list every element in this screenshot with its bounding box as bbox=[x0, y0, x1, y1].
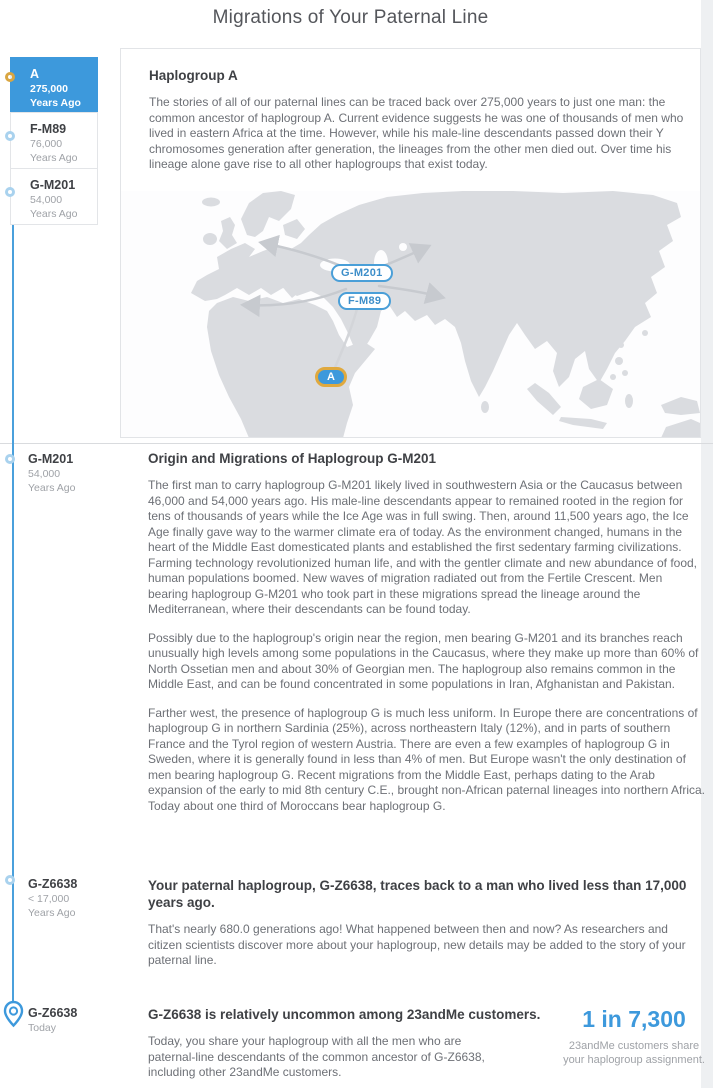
timeline-marker-gm201-icon bbox=[5, 187, 15, 197]
timeline-item-gm201[interactable] bbox=[10, 168, 98, 225]
panel-title: Haplogroup A bbox=[149, 68, 238, 83]
map-label-a: A bbox=[315, 367, 347, 387]
timeline-label-gz6638-today bbox=[28, 1006, 77, 1035]
marker-label: G-M201 bbox=[28, 452, 74, 466]
map-landmasses bbox=[191, 191, 700, 438]
marker-value: Today bbox=[28, 1022, 57, 1034]
timeline-item-unit: Years Ago bbox=[30, 152, 78, 164]
section-divider bbox=[0, 443, 713, 444]
gz6638-today-section bbox=[148, 1006, 541, 1088]
timeline-item-a[interactable] bbox=[10, 57, 98, 113]
timeline-item-value: 76,000 bbox=[30, 138, 63, 150]
timeline-item-label: A bbox=[30, 67, 40, 81]
timeline-marker-gm201-section-icon bbox=[5, 454, 15, 464]
paragraph: Farther west, the presence of haplogroup G is much less uniform. In Europe there are concentrations of haplogroup G in northern Sardinia (25%), across northeastern Italy (12%), and in parts of southern France and the Tyrol region of western Austria. There are even a few examples of haplogroup G in Sweden, where it is generally found in less than 4% of men. But Europe wasn't the only destination of men bearing haplogroup G. Recent migrations from the Middle East, perhaps dating to the Arab expansion of the early to mid 8th century C.E., brought non-African paternal lineages into northern Africa. Today about one third of Moroccans bear haplogroup G. bbox=[148, 705, 705, 813]
timeline-marker-gz6638-icon bbox=[5, 875, 15, 885]
marker-label: G-Z6638 bbox=[28, 1006, 78, 1020]
timeline-item-fm89[interactable] bbox=[10, 112, 98, 169]
timeline-item-label: F-M89 bbox=[30, 122, 67, 136]
marker-unit: Years Ago bbox=[28, 482, 76, 494]
page-title: Migrations of Your Paternal Line bbox=[212, 7, 489, 28]
panel-body: The stories of all of our paternal lines can be traced back over 275,000 years to just one man: the common ancestor of haplogroup A. Current evidence suggests he was one of thousands of men who lived in eastern Africa at the time. However, while his male-line descendants passed down their Y chromosomes generation after generation, the lineages from the other men died out. Over time his lineage alone gave rise to all other haplogroups that exist today. bbox=[149, 95, 684, 171]
timeline-label-gz6638 bbox=[28, 877, 77, 920]
stat-value: 1 in 7,300 bbox=[582, 1006, 686, 1032]
section-heading: Your paternal haplogroup, G-Z6638, traces back to a man who lived less than 17,000 years ago. bbox=[148, 878, 687, 910]
paragraph: That's nearly 680.0 generations ago! What happened between then and now? As researchers and citizen scientists discover more about your haplogroup, new details may be added to the story of your paternal line. bbox=[148, 922, 686, 967]
timeline-item-label: G-M201 bbox=[30, 178, 76, 192]
paragraph: The first man to carry haplogroup G-M201 likely lived in southwestern Asia or the Caucasus between 46,000 and 54,000 years ago. His male-line descendants appear to remained rooted in the region for tens of thousands of years while the Ice Age was in full swing. Then, around 11,500 years ago, the Ice Age finally gave way to the warmer climate era of today. As the environment changed, humans in the heart of the Middle East domesticated plants and established the first sedentary farming civilizations. Farming technology revolutionized human life, and with the gentler climate and new abundance of food, human populations boomed. New waves of migration radiated out from the Fertile Crescent. Men bearing haplogroup G-M201 who took part in these migrations spread the lineage around the Mediterranean, where their descendants can be found today. bbox=[148, 478, 698, 616]
gz6638-origin-section bbox=[148, 877, 705, 982]
marker-value: < 17,000 bbox=[28, 893, 70, 905]
timeline-item-unit: Years Ago bbox=[30, 97, 81, 109]
paragraph: Today, you share your haplogroup with all the men who are paternal-line descendants of the common ancestor of G-Z6638, including other 23andMe customers. bbox=[148, 1034, 485, 1079]
map-label-fm89: F-M89 bbox=[338, 292, 391, 310]
world-map-svg bbox=[121, 191, 700, 438]
location-pin-icon bbox=[3, 1000, 24, 1033]
section-heading: Origin and Migrations of Haplogroup G-M201 bbox=[148, 451, 437, 466]
timeline-label-gm201-section bbox=[28, 452, 76, 495]
marker-unit: Years Ago bbox=[28, 907, 76, 919]
gm201-section bbox=[148, 450, 705, 827]
paragraph: Possibly due to the haplogroup's origin near the region, men bearing G-M201 and its branches reach unusually high levels among some populations in the Caucasus, where they make up more than 60% of North Ossetian men and about 30% of Georgian men. The haplogroup also remains common in the Middle East, and can be found concentrated in some populations in Iran, Afghanistan and Pakistan. bbox=[148, 630, 699, 691]
timeline-item-value: 54,000 bbox=[30, 194, 63, 206]
section-heading: G-Z6638 is relatively uncommon among 23andMe customers. bbox=[148, 1007, 541, 1022]
marker-label: G-Z6638 bbox=[28, 877, 78, 891]
timeline-item-unit: Years Ago bbox=[30, 208, 78, 220]
haplogroup-frequency-stat bbox=[558, 1006, 710, 1067]
stat-caption: 23andMe customers share your haplogroup assignment. bbox=[563, 1040, 705, 1066]
migration-map bbox=[121, 191, 700, 438]
haplogroup-a-panel bbox=[120, 48, 701, 438]
timeline-item-value: 275,000 bbox=[30, 83, 68, 95]
marker-value: 54,000 bbox=[28, 468, 61, 480]
timeline-marker-fm89-icon bbox=[5, 131, 15, 141]
map-label-gm201: G-M201 bbox=[331, 264, 393, 282]
timeline-marker-a-icon bbox=[5, 72, 15, 82]
